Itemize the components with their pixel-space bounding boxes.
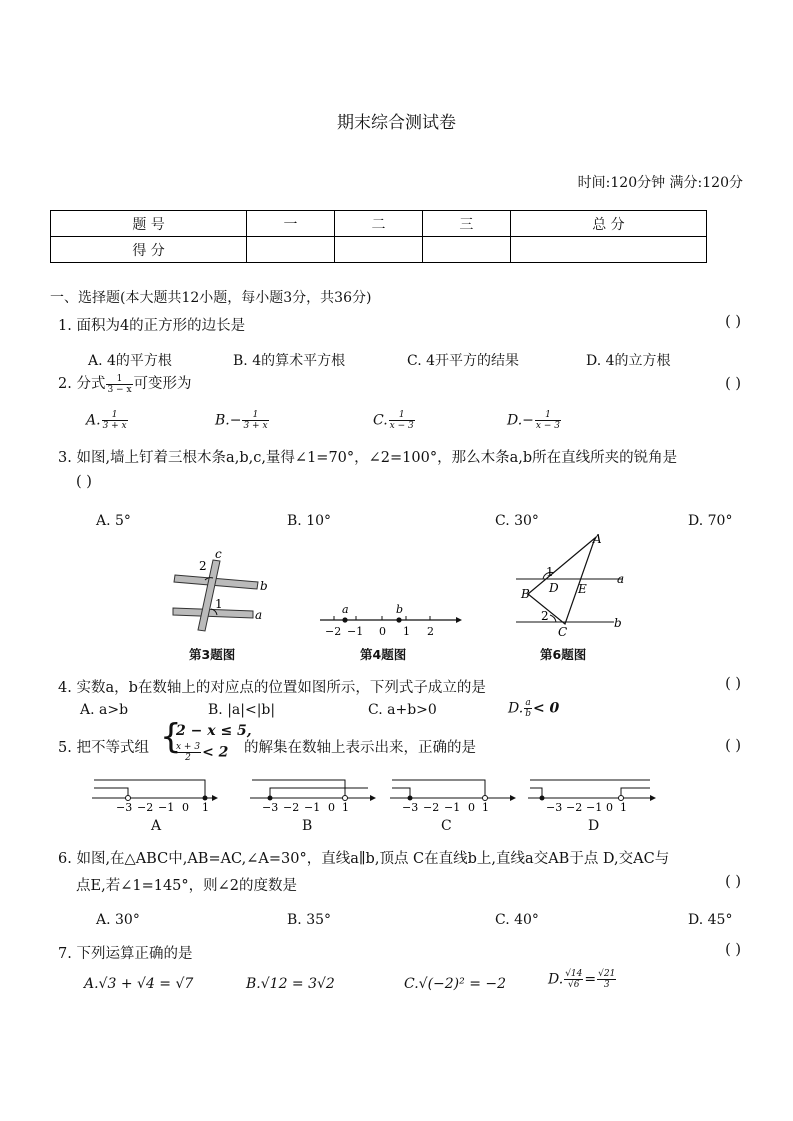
option-d: D. 4的立方根	[586, 353, 671, 369]
option-b: B. 10°	[287, 513, 332, 529]
question-text: 把不等式组	[76, 740, 149, 756]
svg-text:0: 0	[328, 801, 335, 814]
option-d: D. 45°	[688, 912, 733, 928]
answer-paren: ( )	[725, 942, 741, 958]
time-score-info: 时间:120分钟 满分:120分	[577, 175, 743, 191]
option-a: A. 5°	[96, 513, 131, 529]
table-cell: 总 分	[510, 211, 706, 237]
tick-label: 1	[403, 625, 410, 638]
figure-3-sticks	[165, 545, 275, 635]
question-number: 3.	[58, 450, 72, 466]
svg-text:−3: −3	[402, 801, 419, 814]
label-b: b	[614, 616, 622, 630]
question-3	[58, 446, 677, 467]
label-D: D	[549, 581, 559, 595]
svg-text:−3: −3	[262, 801, 279, 814]
question-6	[58, 847, 669, 868]
fraction: $\frac{1}{3 - x}$	[107, 373, 132, 395]
svg-text:−2: −2	[137, 801, 154, 814]
option-b: B. 4的算术平方根	[233, 353, 346, 369]
table-cell: 题 号	[51, 211, 247, 237]
option-d: D. $\frac{a}{b}$ < 0	[508, 698, 560, 719]
table-cell: 三	[422, 211, 510, 237]
inequality-1: 2 − x ≤ 5,	[176, 723, 252, 739]
fraction: $\frac{√14}{√6}$	[565, 969, 583, 990]
question-text: 点E,若∠1=145°，则∠2的度数是	[76, 878, 298, 894]
option-a: A.√3 + √4 = √7	[84, 976, 194, 992]
fraction: $\frac{1}{3 + x}$	[243, 410, 268, 431]
question-5	[58, 736, 149, 757]
option-a-letter: A	[151, 818, 162, 834]
tick-label: 0	[379, 625, 386, 638]
section-heading: 一、选择题(本大题共12小题，每小题3分，共36分)	[50, 290, 372, 306]
label-b: b	[260, 579, 268, 593]
question-1	[58, 314, 245, 335]
label-b: b	[396, 603, 404, 616]
option-b: B. 35°	[287, 912, 332, 928]
brace-icon: {	[160, 717, 182, 757]
option-b-number-line	[248, 774, 378, 814]
option-d: D.− $\frac{1}{x - 3}$	[507, 410, 560, 431]
question-number: 2.	[58, 376, 72, 392]
svg-text:1: 1	[482, 801, 489, 814]
svg-text:−1: −1	[304, 801, 321, 814]
figure-4-caption: 第4题图	[360, 647, 407, 662]
table-cell: 一	[247, 211, 335, 237]
svg-text:−2: −2	[283, 801, 300, 814]
svg-text:1: 1	[202, 801, 209, 814]
question-number: 7.	[58, 946, 72, 962]
svg-text:1: 1	[620, 801, 627, 814]
label-B: B	[521, 587, 530, 601]
fraction: $\frac{a}{b}$	[525, 698, 531, 719]
option-c: C. $\frac{1}{x - 3}$	[373, 410, 414, 431]
svg-text:1: 1	[342, 801, 349, 814]
question-text: 可变形为	[133, 376, 192, 392]
question-number: 4.	[58, 680, 72, 696]
question-text: 如图,墙上钉着三根木条a,b,c,量得∠1=70°，∠2=100°，那么木条a,b所在直线所夹的锐角是	[76, 450, 678, 466]
option-d: D. $\frac{√14}{√6}$ = $\frac{√21}{3}$	[548, 969, 616, 990]
label-C: C	[558, 625, 568, 639]
svg-text:0: 0	[468, 801, 475, 814]
svg-text:0: 0	[182, 801, 189, 814]
table-row	[51, 211, 707, 237]
label-a: a	[617, 572, 625, 586]
option-a: A. 4的平方根	[88, 353, 172, 369]
question-text: 面积为4的正方形的边长是	[76, 318, 246, 334]
question-text: 下列运算正确的是	[76, 946, 193, 962]
point-b	[396, 617, 401, 622]
svg-text:−1: −1	[158, 801, 175, 814]
point-a	[342, 617, 347, 622]
option-a-number-line	[90, 774, 220, 814]
label-2: 2	[541, 609, 549, 623]
inequality-2: $\frac{x + 3}{2}$ < 2	[176, 742, 229, 763]
question-number: 1.	[58, 318, 72, 334]
score-input-cell[interactable]	[510, 237, 706, 263]
svg-text:0: 0	[606, 801, 613, 814]
table-row	[51, 237, 707, 263]
svg-text:−1: −1	[444, 801, 461, 814]
tick-label: 2	[427, 625, 434, 638]
option-d-number-line	[526, 774, 658, 814]
option-c: C.√(−2)² = −2	[404, 976, 507, 992]
score-input-cell[interactable]	[422, 237, 510, 263]
option-c: C. 4开平方的结果	[407, 353, 520, 369]
fraction: $\frac{√21}{3}$	[598, 969, 616, 990]
label-1: 1	[546, 565, 554, 579]
option-c-letter: C	[441, 818, 452, 834]
fraction: $\frac{1}{x - 3}$	[389, 410, 414, 431]
option-d-letter: D	[588, 818, 600, 834]
label-2: 2	[199, 559, 207, 573]
answer-paren: ( )	[725, 676, 741, 692]
tick-label: −2	[325, 625, 342, 638]
fraction: $\frac{x + 3}{2}$	[176, 742, 201, 763]
score-table	[50, 210, 707, 263]
label-A: A	[593, 532, 602, 546]
svg-text:−2: −2	[423, 801, 440, 814]
label-E: E	[578, 582, 587, 596]
label-a: a	[255, 608, 263, 622]
option-a: A. a>b	[80, 702, 129, 718]
option-c: C. 40°	[495, 912, 539, 928]
figure-6-caption: 第6题图	[540, 647, 587, 662]
label-c: c	[215, 547, 222, 561]
page-title: 期末综合测试卷	[337, 113, 456, 133]
question-text: 如图,在△ABC中,AB=AC,∠A=30°，直线a∥b,顶点 C在直线b上,直线a交AB于点 D,交AC与	[76, 851, 670, 867]
fraction: $\frac{1}{x - 3}$	[535, 410, 560, 431]
figure-6-triangle	[510, 530, 630, 640]
question-text: 的解集在数轴上表示出来，正确的是	[244, 740, 476, 756]
fraction: $\frac{1}{3 + x}$	[102, 410, 127, 431]
answer-paren: ( )	[76, 474, 92, 490]
option-b: B.− $\frac{1}{3 + x}$	[215, 410, 268, 431]
option-c-number-line	[388, 774, 518, 814]
option-c: C. a+b>0	[368, 702, 437, 718]
figure-3-caption: 第3题图	[189, 647, 236, 662]
question-2	[58, 372, 192, 395]
label-a: a	[342, 603, 349, 616]
option-a: A. $\frac{1}{3 + x}$	[86, 410, 127, 431]
triangle-abc	[528, 538, 595, 624]
question-number: 5.	[58, 740, 72, 756]
question-text: 分式	[76, 376, 106, 392]
question-4	[58, 676, 486, 697]
score-input-cell[interactable]	[247, 237, 335, 263]
table-cell: 得 分	[51, 237, 247, 263]
answer-paren: ( )	[725, 314, 741, 330]
arrow-icon	[456, 617, 462, 623]
svg-text:−3: −3	[116, 801, 133, 814]
option-d: D. 70°	[688, 513, 733, 529]
answer-paren: ( )	[725, 376, 741, 392]
option-a: A. 30°	[96, 912, 140, 928]
score-input-cell[interactable]	[335, 237, 423, 263]
option-b-letter: B	[302, 818, 313, 834]
option-b: B. |a|<|b|	[208, 702, 276, 718]
question-text: 实数a，b在数轴上的对应点的位置如图所示，下列式子成立的是	[76, 680, 486, 696]
question-7	[58, 942, 192, 963]
figure-4-number-line	[318, 600, 463, 642]
tick-label: −1	[347, 625, 364, 638]
option-c: C. 30°	[495, 513, 539, 529]
svg-text:−3: −3	[546, 801, 563, 814]
question-number: 6.	[58, 851, 72, 867]
answer-paren: ( )	[725, 874, 741, 890]
answer-paren: ( )	[725, 738, 741, 754]
option-b: B.√12 = 3√2	[246, 976, 335, 992]
svg-text:−1: −1	[586, 801, 603, 814]
label-1: 1	[215, 597, 223, 611]
table-cell: 二	[335, 211, 423, 237]
svg-text:−2: −2	[566, 801, 583, 814]
